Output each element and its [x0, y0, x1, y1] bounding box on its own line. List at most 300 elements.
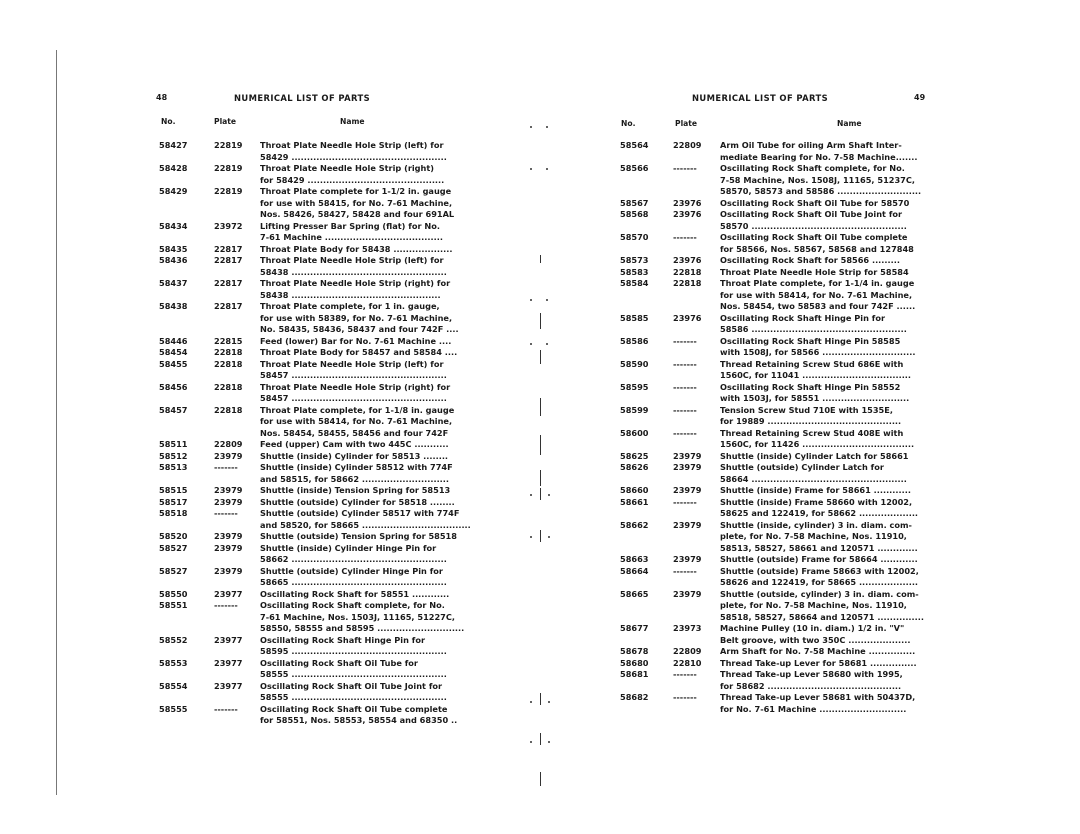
part-name — [720, 623, 934, 646]
part-name-line: Oscillating Rock Shaft Oil Tube Joint for — [720, 209, 903, 219]
table-row — [620, 359, 934, 382]
column-header-no: No. — [161, 117, 176, 126]
table-row — [620, 140, 934, 163]
part-name — [260, 600, 472, 635]
table-row — [159, 186, 472, 221]
part-name — [720, 646, 934, 658]
plate-number: 23979 — [214, 531, 243, 541]
part-number: 58665 — [620, 588, 649, 599]
part-name-line: and 58520, for 58665 ................................... — [260, 519, 471, 530]
part-name — [260, 244, 472, 256]
part-name — [260, 508, 472, 531]
part-name-line: 58550, 58555 and 58595 ............................ — [260, 623, 465, 633]
part-name-line: Thread Take-up Lever 58680 with 1995, — [720, 669, 903, 679]
part-name — [260, 566, 472, 589]
part-name — [720, 589, 934, 624]
part-name-line: 58518, 58527, 58664 and 120571 ............... — [720, 611, 924, 622]
gutter-mark — [540, 435, 541, 455]
table-row — [620, 520, 934, 555]
part-number: 58584 — [620, 278, 649, 288]
part-name — [720, 336, 934, 359]
plate-number: 22818 — [673, 278, 702, 288]
part-name-line: Oscillating Rock Shaft complete, for No. — [720, 163, 905, 173]
part-name-line: Belt groove, with two 350C .................... — [720, 634, 911, 645]
part-name-line: for use with 58414, for No. 7-61 Machine, — [260, 416, 453, 426]
table-row — [159, 163, 472, 186]
part-name-line: 7-61 Machine, Nos. 1503J, 11165, 51227C, — [260, 611, 455, 622]
gutter-mark — [540, 398, 541, 416]
part-number: 58454 — [159, 347, 188, 357]
part-name-line: Shuttle (outside) Cylinder for 58518 ........ — [260, 496, 455, 507]
table-row — [159, 704, 472, 727]
part-number: 58664 — [620, 565, 649, 576]
plate-number: 22809 — [214, 439, 243, 449]
part-name — [720, 497, 934, 520]
plate-number: 22819 — [214, 140, 243, 150]
part-name-line: No. 58435, 58436, 58437 and four 742F .... — [260, 324, 459, 334]
plate-number: 22819 — [214, 186, 243, 196]
table-row — [159, 600, 472, 635]
plate-number: 23976 — [673, 312, 702, 323]
part-name — [720, 209, 934, 232]
part-name — [720, 485, 934, 497]
part-name — [260, 278, 472, 301]
part-number: 58568 — [620, 209, 649, 219]
table-row — [159, 301, 472, 336]
column-header-plate: Plate — [214, 117, 237, 126]
parts-list — [159, 140, 472, 727]
part-number: 58585 — [620, 312, 649, 323]
plate-number: ------- — [673, 496, 697, 507]
part-number: 58682 — [620, 692, 649, 702]
part-name-line: Oscillating Rock Shaft Hinge Pin for — [720, 312, 886, 323]
plate-number: ------- — [673, 669, 697, 679]
plate-number: 23979 — [673, 462, 702, 472]
part-name-line: Shuttle (outside) Tension Spring for 58518 — [260, 531, 457, 541]
part-name — [720, 405, 934, 428]
part-name-line: Throat Plate Body for 58438 ................... — [260, 243, 453, 254]
plate-number: ------- — [673, 427, 697, 438]
table-row — [159, 589, 472, 601]
table-row — [620, 198, 934, 210]
table-row — [620, 336, 934, 359]
plate-number: 22809 — [673, 646, 702, 656]
part-name-line: Throat Plate Needle Hole Strip (left) for — [260, 358, 444, 369]
part-number: 58583 — [620, 266, 649, 277]
part-name-line: plete, for No. 7-58 Machine, Nos. 11910, — [720, 531, 907, 541]
part-name-line: for 19889 ........................................... — [720, 416, 902, 426]
plate-number: 23979 — [214, 450, 243, 461]
part-name-line: Oscillating Rock Shaft Oil Tube for 58570 — [720, 197, 910, 208]
part-name-line: 58626 and 122419, for 58665 ................... — [720, 577, 919, 587]
page-number: 49 — [914, 93, 926, 102]
table-row — [620, 692, 934, 715]
part-number: 58586 — [620, 335, 649, 346]
table-row — [620, 163, 934, 198]
table-row — [620, 623, 934, 646]
plate-number: ------- — [673, 163, 697, 173]
part-name-line: Shuttle (outside, cylinder) 3 in. diam. com- — [720, 588, 919, 599]
part-name-line: 1560C, for 11041 ................................... — [720, 370, 912, 380]
part-name — [260, 382, 472, 405]
part-name-line: 58662 .................................................. — [260, 554, 447, 564]
gutter-mark — [540, 255, 541, 263]
gutter-mark — [540, 313, 541, 329]
part-name-line: Arm Shaft for No. 7-58 Machine ............... — [720, 646, 916, 656]
table-row — [159, 681, 472, 704]
plate-number: 23976 — [673, 255, 702, 265]
table-row — [159, 347, 472, 359]
part-number: 58552 — [159, 634, 188, 645]
plate-number: ------- — [673, 381, 697, 392]
part-number: 58678 — [620, 646, 649, 656]
part-name-line: for No. 7-61 Machine ............................ — [720, 703, 907, 714]
part-name-line: Feed (upper) Cam with two 445C ........... — [260, 439, 449, 449]
part-name — [720, 163, 934, 198]
part-name — [260, 543, 472, 566]
plate-number: ------- — [673, 404, 697, 415]
table-row — [620, 428, 934, 451]
part-name — [260, 531, 472, 543]
table-row — [620, 313, 934, 336]
part-name — [260, 255, 472, 278]
plate-number: 23972 — [214, 220, 243, 231]
part-name — [260, 589, 472, 601]
plate-number: 22809 — [673, 140, 702, 150]
table-row — [620, 462, 934, 485]
plate-number: 23979 — [214, 565, 243, 576]
part-number: 58428 — [159, 163, 188, 173]
part-name-line: Oscillating Rock Shaft Oil Tube for — [260, 657, 418, 668]
gutter-dot — [548, 494, 550, 496]
plate-number: 23979 — [673, 588, 702, 599]
part-name-line: Oscillating Rock Shaft Hinge Pin 58585 — [720, 335, 901, 346]
part-number: 58436 — [159, 255, 188, 265]
plate-number: 22818 — [673, 266, 702, 277]
part-number: 58446 — [159, 335, 188, 346]
table-row — [159, 531, 472, 543]
plate-number: 23979 — [673, 485, 702, 495]
part-name-line: Shuttle (outside) Frame 58663 with 12002, — [720, 565, 919, 576]
gutter-dot — [548, 536, 550, 538]
part-name — [720, 313, 934, 336]
part-number: 58553 — [159, 657, 188, 668]
table-row — [620, 278, 934, 313]
part-name-line: Shuttle (inside) Cylinder 58512 with 774F — [260, 462, 453, 472]
table-row — [159, 244, 472, 256]
gutter-mark — [540, 470, 541, 486]
gutter-dot — [530, 701, 532, 703]
part-number: 58600 — [620, 427, 649, 438]
part-name — [720, 278, 934, 313]
part-number: 58555 — [159, 703, 188, 714]
gutter-dot — [530, 343, 532, 345]
part-name-line: Throat Plate complete, for 1 in. gauge, — [260, 301, 440, 311]
part-name — [720, 232, 934, 255]
part-name-line: 58665 .................................................. — [260, 577, 447, 587]
table-row — [159, 485, 472, 497]
part-number: 58438 — [159, 301, 188, 311]
page-number: 48 — [156, 93, 168, 102]
part-number: 58429 — [159, 186, 188, 196]
part-name — [260, 405, 472, 440]
gutter-dot — [530, 536, 532, 538]
part-name-line: Oscillating Rock Shaft for 58551 ............ — [260, 588, 450, 599]
table-row — [159, 255, 472, 278]
plate-number: 22817 — [214, 301, 243, 311]
part-name — [720, 255, 934, 267]
part-name-line: Oscillating Rock Shaft Hinge Pin for — [260, 634, 426, 645]
plate-number: 23976 — [673, 209, 702, 219]
part-name-line: Nos. 58454, 58455, 58456 and four 742F — [260, 427, 449, 438]
part-name — [260, 163, 472, 186]
gutter-mark — [540, 772, 541, 786]
part-number: 58590 — [620, 358, 649, 369]
table-row — [620, 382, 934, 405]
part-name — [260, 439, 472, 451]
gutter-dot — [548, 741, 550, 743]
part-name-line: Oscillating Rock Shaft Oil Tube complete — [260, 703, 448, 714]
plate-number: ------- — [673, 565, 697, 576]
part-name-line: for use with 58389, for No. 7-61 Machine, — [260, 312, 453, 323]
part-number: 58511 — [159, 439, 188, 449]
part-name — [260, 681, 472, 704]
part-name-line: 58586 .................................................. — [720, 324, 907, 334]
table-row — [159, 359, 472, 382]
parts-list — [620, 140, 934, 715]
part-name-line: Oscillating Rock Shaft Hinge Pin 58552 — [720, 381, 901, 392]
table-row — [620, 554, 934, 566]
plate-number: 23979 — [673, 450, 702, 461]
part-name-line: Throat Plate Body for 58457 and 58584 .... — [260, 347, 458, 357]
part-name-line: 58570, 58573 and 58586 ........................... — [720, 186, 922, 196]
table-row — [620, 669, 934, 692]
table-row — [159, 566, 472, 589]
part-name-line: Shuttle (outside) Cylinder Latch for — [720, 462, 884, 472]
column-header-plate: Plate — [675, 119, 698, 128]
part-name — [720, 554, 934, 566]
gutter-dot — [530, 299, 532, 301]
plate-number: 23979 — [673, 554, 702, 564]
table-row — [620, 646, 934, 658]
part-name-line: Tension Screw Stud 710E with 1535E, — [720, 404, 893, 415]
part-number: 58457 — [159, 404, 188, 415]
part-number: 58626 — [620, 462, 649, 472]
part-name — [260, 704, 472, 727]
plate-number: 22817 — [214, 255, 243, 265]
part-number: 58595 — [620, 381, 649, 392]
part-name-line: Throat Plate complete, for 1-1/4 in. gauge — [720, 278, 915, 288]
page-title: NUMERICAL LIST OF PARTS — [234, 93, 371, 103]
column-header-name: Name — [340, 117, 365, 126]
part-name — [260, 658, 472, 681]
part-name-line: for 58429 ............................................ — [260, 174, 445, 185]
plate-number: ------- — [214, 703, 238, 714]
part-name-line: Shuttle (outside) Cylinder 58517 with 774F — [260, 508, 460, 518]
table-row — [159, 439, 472, 451]
plate-number: ------- — [214, 508, 238, 518]
table-row — [620, 566, 934, 589]
plate-number: ------- — [673, 692, 697, 702]
part-name-line: 58555 .................................................. — [260, 692, 447, 702]
part-number: 58570 — [620, 232, 649, 242]
column-header-no: No. — [621, 119, 636, 128]
part-number: 58625 — [620, 450, 649, 461]
part-name-line: mediate Bearing for No. 7-58 Machine....... — [720, 151, 918, 162]
part-name-line: 1560C, for 11426 .................................... — [720, 439, 915, 449]
plate-number: ------- — [673, 358, 697, 369]
part-name — [720, 140, 934, 163]
part-number: 58434 — [159, 220, 188, 231]
table-row — [620, 589, 934, 624]
part-name-line: 58513, 58527, 58661 and 120571 ............. — [720, 542, 918, 553]
plate-number: 22818 — [214, 404, 243, 415]
right-page — [540, 0, 1080, 834]
plate-number: 22818 — [214, 347, 243, 357]
plate-number: ------- — [214, 462, 238, 472]
part-name-line: Shuttle (inside) Tension Spring for 58513 — [260, 485, 451, 495]
plate-number: 22817 — [214, 278, 243, 288]
part-number: 58573 — [620, 255, 649, 265]
part-name — [720, 520, 934, 555]
part-name-line: Thread Take-up Lever for 58681 ............... — [720, 657, 917, 668]
gutter-dot — [546, 168, 548, 170]
part-name — [260, 336, 472, 348]
part-name-line: for use with 58415, for No. 7-61 Machine, — [260, 197, 453, 208]
part-name-line: 58664 .................................................. — [720, 473, 907, 484]
part-number: 58662 — [620, 519, 649, 530]
part-name-line: Nos. 58454, two 58583 and four 742F ...... — [720, 301, 916, 311]
plate-number: 23979 — [673, 519, 702, 530]
table-row — [620, 451, 934, 463]
part-name — [720, 428, 934, 451]
plate-number: 22818 — [214, 381, 243, 392]
part-name-line: 58625 and 122419, for 58662 ................... — [720, 508, 919, 518]
part-number: 58681 — [620, 669, 649, 679]
plate-number: ------- — [214, 600, 238, 610]
part-name-line: for 58566, Nos. 58567, 58568 and 127848 — [720, 243, 914, 254]
part-number: 58554 — [159, 680, 188, 691]
part-name-line: Oscillating Rock Shaft Oil Tube Joint for — [260, 680, 443, 691]
table-row — [620, 209, 934, 232]
part-name-line: Oscillating Rock Shaft complete, for No. — [260, 600, 445, 610]
table-row — [159, 497, 472, 509]
part-name — [260, 301, 472, 336]
part-name-line: 58570 .................................................. — [720, 220, 907, 231]
part-number: 58660 — [620, 485, 649, 495]
part-name-line: Arm Oil Tube for oiling Arm Shaft Inter- — [720, 140, 902, 150]
part-number: 58677 — [620, 623, 649, 633]
part-name-line: Shuttle (inside, cylinder) 3 in. diam. com- — [720, 519, 912, 530]
part-name — [260, 186, 472, 221]
part-name-line: Throat Plate Needle Hole Strip (left) for — [260, 255, 444, 265]
part-name-line: Throat Plate Needle Hole Strip for 58584 — [720, 266, 909, 277]
part-name-line: Nos. 58426, 58427, 58428 and four 691AL — [260, 209, 455, 219]
part-number: 58550 — [159, 588, 188, 599]
part-number: 58518 — [159, 508, 188, 518]
part-name-line: Throat Plate complete for 1-1/2 in. gauge — [260, 186, 452, 196]
gutter-dot — [530, 741, 532, 743]
part-name-line: and 58515, for 58662 ............................ — [260, 473, 450, 484]
part-name — [260, 140, 472, 163]
table-row — [159, 462, 472, 485]
part-name-line: 58438 .................................................. — [260, 266, 447, 277]
part-name-line: Throat Plate Needle Hole Strip (right) for — [260, 278, 451, 288]
part-name-line: Throat Plate Needle Hole Strip (left) for — [260, 140, 444, 150]
table-row — [159, 140, 472, 163]
table-row — [620, 658, 934, 670]
part-name-line: Shuttle (inside) Frame 58660 with 12002, — [720, 496, 913, 507]
gutter-dot — [546, 299, 548, 301]
part-name — [720, 462, 934, 485]
part-name-line: 7-58 Machine, Nos. 1508J, 11165, 51237C, — [720, 174, 915, 185]
part-number: 58567 — [620, 197, 649, 208]
gutter-dot — [530, 126, 532, 128]
part-name-line: Machine Pulley (10 in. diam.) 1/2 in. "V" — [720, 623, 905, 633]
part-name-line: 58555 .................................................. — [260, 669, 447, 679]
gutter-mark — [540, 530, 541, 542]
table-row — [620, 485, 934, 497]
plate-number: 23979 — [214, 496, 243, 507]
part-number: 58566 — [620, 163, 649, 173]
part-number: 58680 — [620, 657, 649, 668]
plate-number: 22815 — [214, 335, 243, 346]
table-row — [620, 232, 934, 255]
page-title: NUMERICAL LIST OF PARTS — [692, 93, 829, 103]
part-number: 58515 — [159, 485, 188, 495]
plate-number: 23979 — [214, 485, 243, 495]
part-name — [720, 267, 934, 279]
part-name-line: Oscillating Rock Shaft Oil Tube complete — [720, 232, 908, 242]
part-number: 58527 — [159, 542, 188, 553]
table-row — [159, 221, 472, 244]
part-number: 58527 — [159, 565, 188, 576]
gutter-dot — [530, 168, 532, 170]
plate-number: 23977 — [214, 634, 243, 645]
part-number: 58599 — [620, 404, 649, 415]
part-name — [260, 451, 472, 463]
table-row — [159, 278, 472, 301]
part-name-line: Shuttle (inside) Cylinder Latch for 58661 — [720, 450, 909, 461]
part-name — [720, 566, 934, 589]
part-name-line: Shuttle (inside) Cylinder Hinge Pin for — [260, 542, 437, 553]
part-name — [260, 635, 472, 658]
part-name-line: Throat Plate Needle Hole Strip (right) for — [260, 381, 451, 392]
plate-number: 23977 — [214, 588, 243, 599]
part-name — [720, 451, 934, 463]
table-row — [620, 267, 934, 279]
gutter-dot — [530, 494, 532, 496]
plate-number: 22818 — [214, 358, 243, 369]
part-name-line: Shuttle (inside) Cylinder for 58513 ........ — [260, 450, 449, 461]
part-number: 58437 — [159, 278, 188, 288]
part-name — [720, 692, 934, 715]
part-name — [260, 485, 472, 497]
part-name — [720, 382, 934, 405]
part-name-line: 58595 .................................................. — [260, 646, 447, 656]
part-number: 58456 — [159, 381, 188, 392]
gutter-dot — [546, 343, 548, 345]
part-name — [260, 462, 472, 485]
plate-number: 23979 — [214, 542, 243, 553]
table-row — [620, 497, 934, 520]
part-name-line: 58438 ................................................ — [260, 289, 441, 300]
part-name-line: 58429 .................................................. — [260, 151, 447, 162]
table-row — [159, 508, 472, 531]
plate-number: 23973 — [673, 623, 702, 633]
part-number: 58564 — [620, 140, 649, 150]
part-name — [720, 359, 934, 382]
